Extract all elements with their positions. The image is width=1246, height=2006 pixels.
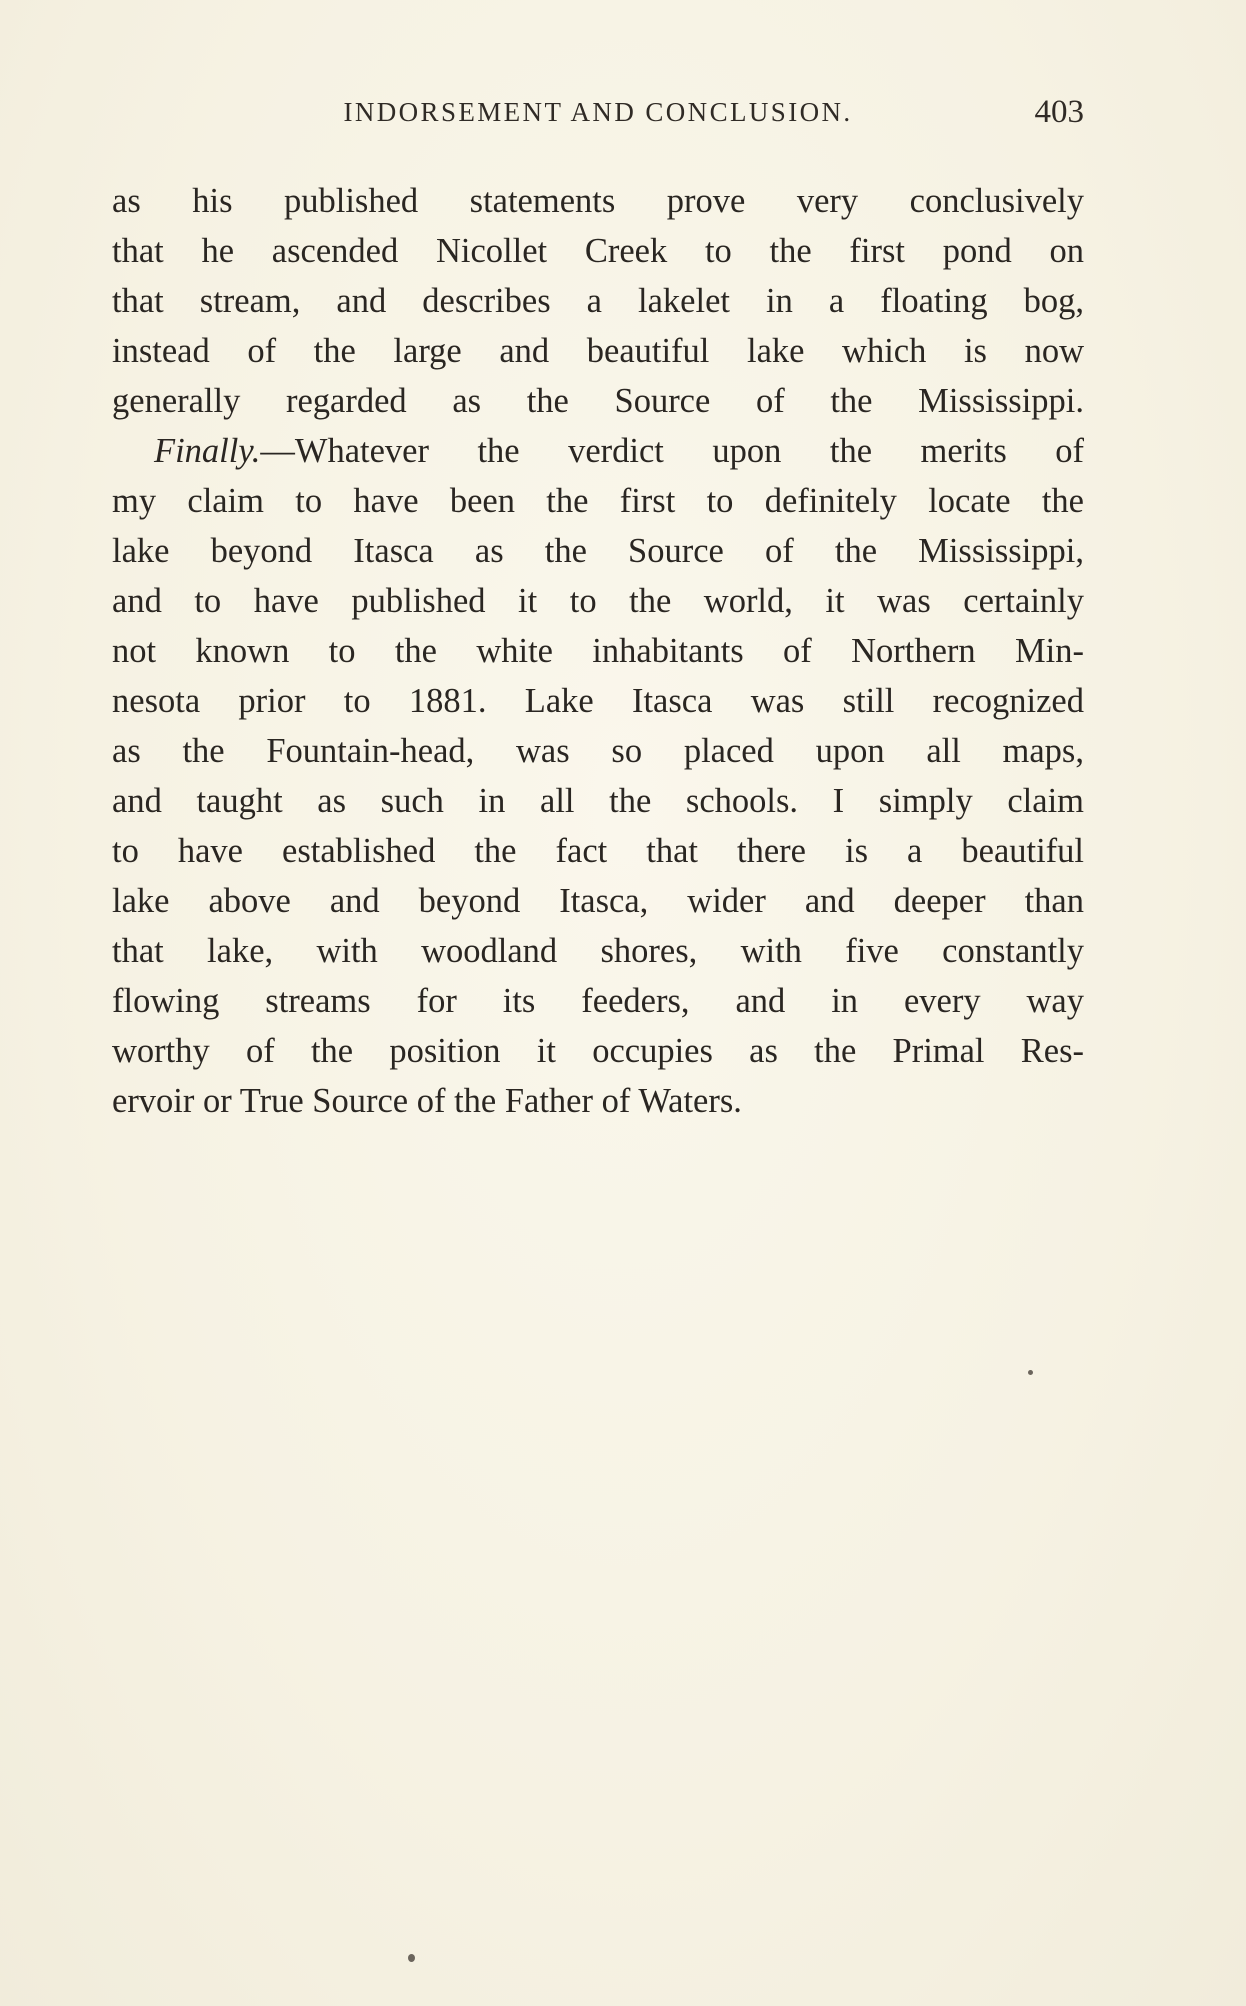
paper-speck <box>408 1954 415 1962</box>
text-line: worthy of the position it occupies as the Primal Res- <box>112 1032 1084 1070</box>
text-line: that lake, with woodland shores, with five constantly <box>112 932 1084 970</box>
text-line: ervoir or True Source of the Father of Waters. <box>112 1082 742 1120</box>
text-line: that stream, and describes a lakelet in a floating bog, <box>112 282 1084 320</box>
text-line <box>112 426 1084 476</box>
running-head-title: INDORSEMENT AND CONCLUSION. <box>343 97 853 127</box>
text-line: as his published statements prove very conclusively <box>112 182 1084 220</box>
text-line: to have established the fact that there is a beautiful <box>112 832 1084 870</box>
paper-speck <box>1028 1370 1033 1375</box>
text-line-rest: —Whatever the verdict upon the merits of <box>260 432 1084 470</box>
text-line: my claim to have been the first to definitely locate the <box>112 482 1084 520</box>
paragraph-1 <box>112 176 1084 426</box>
text-line: nesota prior to 1881. Lake Itasca was still recognized <box>112 682 1084 720</box>
text-line: lake above and beyond Itasca, wider and deeper than <box>112 882 1084 920</box>
text-line: flowing streams for its feeders, and in every way <box>112 982 1084 1020</box>
text-line: instead of the large and beautiful lake which is now <box>112 332 1084 370</box>
italic-lead-word: Finally. <box>154 432 261 470</box>
text-line: as the Fountain-head, was so placed upon all maps, <box>112 732 1084 770</box>
page-number: 403 <box>1034 94 1084 130</box>
text-line: not known to the white inhabitants of Northern Min- <box>112 632 1084 670</box>
body-text <box>112 176 1084 1126</box>
text-line: generally regarded as the Source of the Mississippi. <box>112 382 1084 420</box>
text-line: that he ascended Nicollet Creek to the first pond on <box>112 232 1084 270</box>
paragraph-2 <box>112 426 1084 1126</box>
running-head <box>112 92 1084 132</box>
text-line: and taught as such in all the schools. I simply claim <box>112 782 1084 820</box>
text-line: lake beyond Itasca as the Source of the Mississippi, <box>112 532 1084 570</box>
text-line: and to have published it to the world, it was certainly <box>112 582 1084 620</box>
